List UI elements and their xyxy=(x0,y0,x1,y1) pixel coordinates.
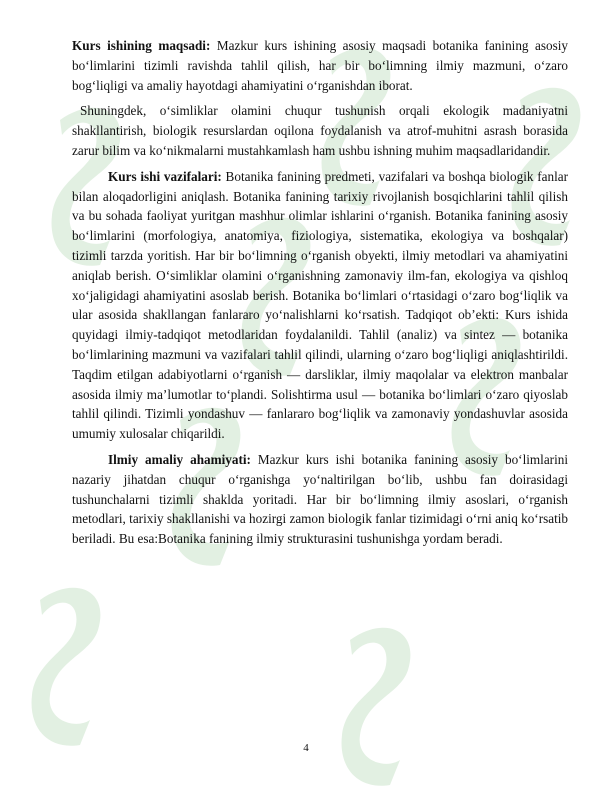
paragraph-additional-goal-text: Shuningdek, oʻsimliklar olamini chuqur tushunish orqali ekologik madaniyatni shakllantirish, biologik resurslardan oqilona foydalanish va atrof-muhitni asrash borasida zarur bilim va koʻnikmalarni mustahkamlash ham ushbu ishning muhim maqsadlaridandir. xyxy=(72,103,568,158)
paragraph-tasks-text: Botanika fanining predmeti, vazifalari va boshqa biologik fanlar bilan aloqadorligini aniqlash. Botanika fanining tarixiy rivojlanish bosqichlarini tahlil qilish va bu sohada faoliyat yuritgan mashhur olimlar ishlarini oʻrganish. Botanika fanining asosiy boʻlimlarini (morfologiya, anatomiya, fiziologiya, sistematika, ekologiya va boshqalar) tizimli tarzda yoritish. Har bir boʻlimning oʻrganish obyekti, ilmiy metodlari va ahamiyatini aniqlab berish. Oʻsimliklar olamini oʻrganishning zamonaviy ilm-fan, ekologiya va qishloq xoʻjaligidagi ahamiyatini asoslab berish. Botanika boʻlimlari oʻrtasidagi oʻzaro bogʻliqlik va ular asosida shakllangan fanlararo yoʻnalishlarni koʻrsatish. Tadqiqot obʼekti: Kurs ishida quyidagi ilmiy-tadqiqot metodlaridan foydalanildi. Tahlil (analiz) va sintez — botanika boʻlimlarining mazmuni va vazifalari tahlil qilindi, ularning oʻzaro bogʻliqligi aniqlashtirildi. Taqdim etilgan adabiyotlarni oʻrganish — darsliklar, ilmiy maqolalar va elektron manbalar asosida ilmiy maʼlumotlar toʻplandi. Solishtirma usul — botanika boʻlimlari oʻzaro qiyoslab tahlil qilindi. Tizimli yondashuv — fanlararo bogʻliqlik va zamonaviy yondashuvlar asosida umumiy xulosalar chiqarildi. xyxy=(72,168,568,442)
paragraph-significance-text: Mazkur kurs ishi botanika fanining asosiy boʻlimlarini nazariy jihatdan chuqur oʻrganishga yoʻnaltirilgan boʻlib, ushbu fan doirasidagi tushunchalarni tizimli shaklda yoritadi. Har bir boʻlimning ilmiy asoslari, oʻrganish metodlari, tarixiy shakllanishi va hozirgi zamon biologik fanlar tizimidagi oʻrni aniq koʻrsatib beriladi. Bu esa:Botanika fanining ilmiy strukturasini tushunishga yordam beradi. xyxy=(72,451,568,547)
document-body xyxy=(72,36,568,549)
paragraph-goal xyxy=(72,36,568,95)
page-number: 4 xyxy=(303,742,309,754)
paragraph-goal-text: Mazkur kurs ishining asosiy maqsadi botanika fanining asosiy boʻlimlarini tizimli ravishda tahlil qilish, har bir boʻlimning ilmiy mazmuni, oʻzaro bogʻliqligi va amaliy hayotdagi ahamiyatini oʻrganishdan iborat. xyxy=(72,38,569,93)
paragraph-additional-goal xyxy=(72,101,568,160)
heading-tasks: Kurs ishi vazifalari: xyxy=(108,168,222,184)
heading-goal: Kurs ishining maqsadi: xyxy=(72,38,211,53)
paragraph-significance xyxy=(72,450,568,549)
paragraph-tasks xyxy=(72,167,568,444)
heading-significance: Ilmiy amaliy ahamiyati: xyxy=(108,451,251,467)
